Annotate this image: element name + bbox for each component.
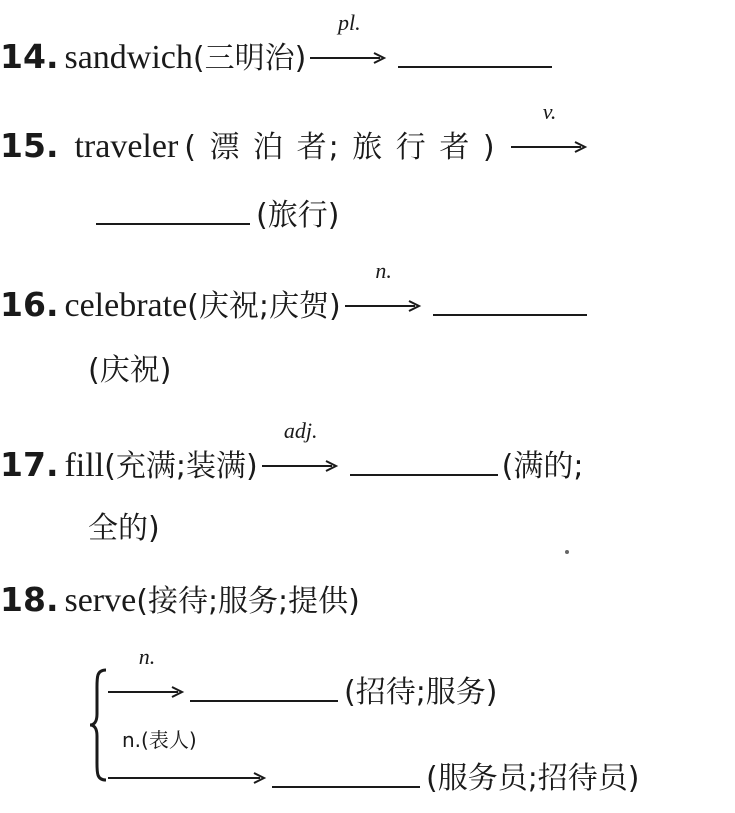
item-dot: . [45, 580, 59, 619]
item-17-continued [88, 511, 160, 546]
item-15-continued [96, 197, 339, 231]
arrow-right-icon [108, 686, 186, 698]
second-line-text: (庆祝) [88, 353, 172, 388]
arrow-right-icon [511, 141, 589, 153]
item-meaning: ( 漂 泊 者; 旅 行 者 ) [184, 130, 497, 165]
arrow [511, 99, 589, 157]
item-word: celebrate [64, 287, 188, 324]
item-18-sub-2 [108, 728, 640, 796]
arrow [262, 418, 340, 476]
item-number: 16 [0, 285, 46, 324]
arrow-right-icon [108, 772, 268, 784]
item-number: 18 [0, 580, 46, 619]
item-number: 14 [0, 37, 46, 76]
item-18 [0, 580, 360, 619]
item-dot: . [45, 37, 59, 76]
item-16-continued [88, 353, 172, 388]
item-meaning: (三明治) [192, 41, 307, 76]
arrow-label: n. [375, 258, 392, 283]
item-dot: . [45, 445, 59, 484]
item-14 [0, 10, 552, 76]
item-17 [0, 418, 584, 484]
item-word: fill [64, 447, 105, 484]
blank-meaning: (服务员;招待员) [426, 761, 640, 796]
arrow-label: adj. [283, 418, 318, 443]
item-word: serve [64, 582, 137, 619]
answer-blank[interactable] [350, 448, 498, 476]
arrow-label: n.(表人) [122, 728, 197, 752]
item-18-sub-1 [108, 644, 498, 710]
answer-blank[interactable] [96, 197, 250, 225]
item-meaning: (接待;服务;提供) [136, 584, 360, 619]
blank-meaning: (旅行) [256, 198, 340, 233]
item-dot: . [45, 126, 59, 165]
answer-blank[interactable] [398, 40, 552, 68]
arrow [108, 728, 268, 788]
item-word: traveler [74, 128, 179, 165]
answer-blank[interactable] [433, 288, 587, 316]
scan-speck [565, 550, 569, 554]
left-brace-icon [88, 668, 110, 783]
item-16 [0, 258, 587, 324]
blank-meaning: (招待;服务) [344, 675, 498, 710]
item-word: sandwich [64, 39, 193, 76]
item-number: 17 [0, 445, 46, 484]
arrow-right-icon [345, 300, 423, 312]
arrow-label: v. [542, 99, 557, 124]
answer-blank[interactable] [272, 760, 420, 788]
arrow [310, 10, 388, 68]
arrow [345, 258, 423, 316]
item-meaning: (充满;装满) [104, 449, 258, 484]
second-line-text: 全的) [88, 511, 160, 546]
arrow [108, 644, 186, 702]
answer-blank[interactable] [190, 674, 338, 702]
item-number: 15 [0, 126, 46, 165]
item-dot: . [45, 285, 59, 324]
arrow-label: n. [138, 644, 156, 669]
item-15 [0, 99, 593, 165]
arrow-right-icon [262, 460, 340, 472]
arrow-label: pl. [338, 10, 361, 35]
arrow-right-icon [310, 52, 388, 64]
blank-meaning: (满的; [501, 449, 584, 484]
item-meaning: (庆祝;庆贺) [187, 289, 341, 324]
